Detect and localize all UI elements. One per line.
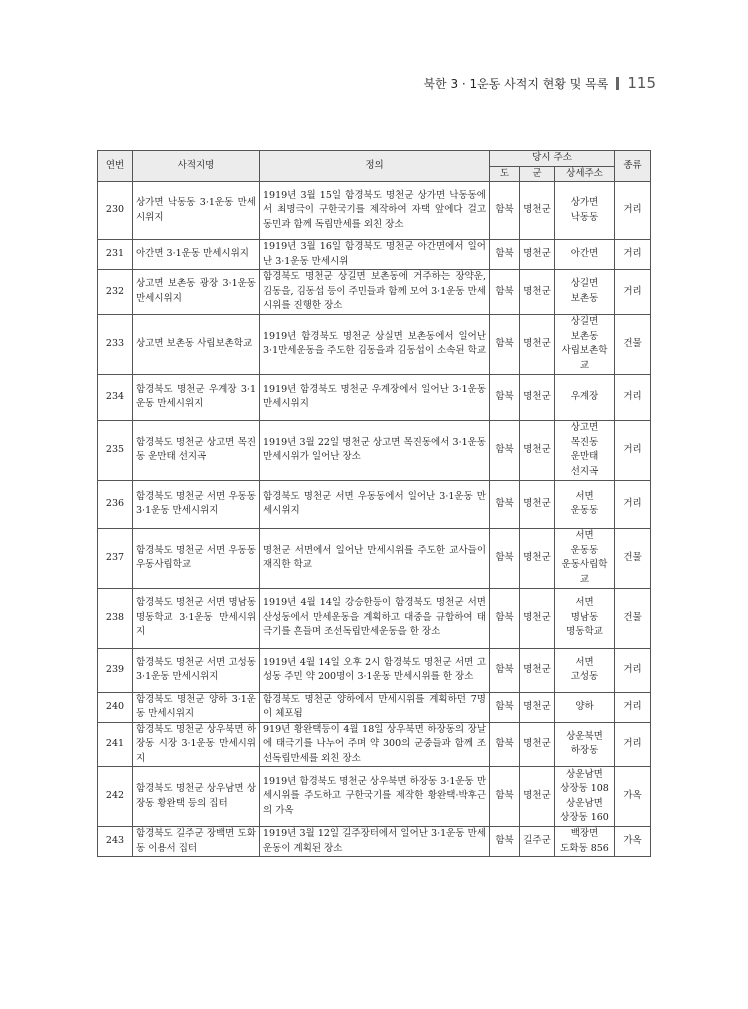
row-number: 233 (98, 314, 133, 374)
address-detail: 상가면 낙동동 (555, 182, 615, 240)
address-detail: 상고면 목진동 운만태 선지곡 (555, 420, 615, 480)
site-type: 거리 (615, 480, 651, 528)
site-definition: 1919년 3월 16일 함경북도 명천군 아간면에서 일어난 3·1운동 만세시위 (260, 240, 490, 270)
address-province: 함북 (490, 420, 520, 480)
address-county: 명천군 (520, 240, 555, 270)
site-name: 함경북도 명천군 서면 우동동 3·1운동 만세시위지 (133, 480, 260, 528)
address-detail: 상운북면 하장동 (555, 722, 615, 767)
site-type: 거리 (615, 182, 651, 240)
address-county: 명천군 (520, 648, 555, 692)
site-definition: 1919년 3월 12일 길주장터에서 일어난 3·1운동 만세운동이 계획된 장소 (260, 827, 490, 857)
row-number: 241 (98, 722, 133, 767)
address-county: 명천군 (520, 314, 555, 374)
header-definition: 정의 (260, 151, 490, 182)
table-row (98, 722, 651, 767)
site-definition: 함경북도 명천군 서면 우동동에서 일어난 3·1운동 만세시위지 (260, 480, 490, 528)
row-number: 230 (98, 182, 133, 240)
table-row (98, 648, 651, 692)
site-definition: 함경북도 명천군 양하에서 만세시위를 계획하던 7명이 체포됨 (260, 692, 490, 722)
address-county: 길주군 (520, 827, 555, 857)
header-divider (616, 77, 619, 90)
address-county: 명천군 (520, 692, 555, 722)
address-county: 명천군 (520, 588, 555, 648)
site-definition: 1919년 함경북도 명천군 우계장에서 일어난 3·1운동 만세시위지 (260, 374, 490, 420)
row-number: 242 (98, 767, 133, 827)
row-number: 239 (98, 648, 133, 692)
table-row (98, 588, 651, 648)
address-county: 명천군 (520, 374, 555, 420)
site-definition: 1919년 4월 14일 오후 2시 함경북도 명천군 서면 고성동 주민 약 200명이 3·1운동 만세시위를 한 장소 (260, 648, 490, 692)
row-number: 234 (98, 374, 133, 420)
site-name: 함경북도 명천군 상고면 목진동 운만태 선지곡 (133, 420, 260, 480)
address-province: 함북 (490, 480, 520, 528)
heritage-sites-table (97, 150, 651, 857)
header-detail: 상세주소 (555, 166, 615, 182)
site-name: 함경북도 명천군 서면 명남동 명동학교 3·1운동 만세시위지 (133, 588, 260, 648)
address-province: 함북 (490, 588, 520, 648)
site-type: 거리 (615, 270, 651, 315)
table-row (98, 827, 651, 857)
address-province: 함북 (490, 270, 520, 315)
address-province: 함북 (490, 648, 520, 692)
site-definition: 1919년 4월 14일 강승한등이 함경북도 명천군 서면 산성동에서 만세운동을 계획하고 대중을 규합하여 태극기를 흔들며 조선독립만세운동을 한 장소 (260, 588, 490, 648)
address-detail: 서면 고성동 (555, 648, 615, 692)
row-number: 240 (98, 692, 133, 722)
table-row (98, 767, 651, 827)
address-county: 명천군 (520, 420, 555, 480)
address-detail: 서면 명남동 명동학교 (555, 588, 615, 648)
site-definition: 1919년 3월 22일 명천군 상고면 목진동에서 3·1운동 만세시위가 일어난 장소 (260, 420, 490, 480)
site-type: 건물 (615, 314, 651, 374)
site-name: 함경북도 명천군 상우북면 하장동 시장 3·1운동 만세시위지 (133, 722, 260, 767)
site-type: 가옥 (615, 827, 651, 857)
site-name: 함경북도 명천군 서면 고성동 3·1운동 만세시위지 (133, 648, 260, 692)
site-name: 상가면 낙동동 3·1운동 만세시위지 (133, 182, 260, 240)
page-number: 115 (627, 74, 656, 92)
address-county: 명천군 (520, 480, 555, 528)
address-province: 함북 (490, 374, 520, 420)
row-number: 243 (98, 827, 133, 857)
site-name: 함경북도 명천군 서면 우동동 우동사립학교 (133, 528, 260, 588)
table-body (98, 182, 651, 857)
address-detail: 상길면 보촌동 사립보촌학 교 (555, 314, 615, 374)
address-county: 명천군 (520, 722, 555, 767)
row-number: 236 (98, 480, 133, 528)
table-row (98, 374, 651, 420)
site-name: 함경북도 길주군 장백면 도화동 이용서 집터 (133, 827, 260, 857)
site-name: 함경북도 명천군 상우남면 상장동 황완택 등의 집터 (133, 767, 260, 827)
site-type: 거리 (615, 240, 651, 270)
site-type: 거리 (615, 374, 651, 420)
site-name: 상고면 보촌동 광장 3·1운동 만세시위지 (133, 270, 260, 315)
header-do: 도 (490, 166, 520, 182)
site-type: 거리 (615, 692, 651, 722)
site-name: 함경북도 명천군 양하 3·1운동 만세시위지 (133, 692, 260, 722)
table-row (98, 528, 651, 588)
row-number: 232 (98, 270, 133, 315)
table-row (98, 270, 651, 315)
address-detail: 상운남면 상장동 108 상운남면 상장동 160 (555, 767, 615, 827)
table-row (98, 692, 651, 722)
address-county: 명천군 (520, 270, 555, 315)
site-type: 거리 (615, 648, 651, 692)
site-definition: 1919년 3월 15일 함경북도 명천군 상가면 낙동동에서 최명극이 구한국기를 제작하여 자택 앞에다 걸고 동민과 함께 독립만세를 외친 장소 (260, 182, 490, 240)
address-province: 함북 (490, 767, 520, 827)
row-number: 238 (98, 588, 133, 648)
address-county: 명천군 (520, 528, 555, 588)
address-detail: 서면 운동동 (555, 480, 615, 528)
address-detail: 서면 운동동 운동사립학 교 (555, 528, 615, 588)
row-number: 231 (98, 240, 133, 270)
row-number: 237 (98, 528, 133, 588)
site-name: 함경북도 명천군 우계장 3·1운동 만세시위지 (133, 374, 260, 420)
address-province: 함북 (490, 692, 520, 722)
site-definition: 함경북도 명천군 상길면 보촌동에 거주하는 장약운, 김동을, 김동섭 등이 주민들과 함께 모여 3·1운동 만세시위를 진행한 장소 (260, 270, 490, 315)
site-type: 건물 (615, 528, 651, 588)
header-no: 연번 (98, 151, 133, 182)
address-detail: 우계장 (555, 374, 615, 420)
running-header (423, 74, 656, 92)
table-row (98, 240, 651, 270)
site-type: 거리 (615, 420, 651, 480)
table-row (98, 480, 651, 528)
address-province: 함북 (490, 182, 520, 240)
header-name: 사적지명 (133, 151, 260, 182)
header-type: 종류 (615, 151, 651, 182)
header-address-group: 당시 주소 (490, 151, 615, 167)
address-province: 함북 (490, 722, 520, 767)
header-gun: 군 (520, 166, 555, 182)
site-definition: 919년 황완택등이 4월 18일 상우북면 하장동의 장날에 태극기를 나누어 주며 약 300의 군중들과 함께 조선독립만세를 외친 장소 (260, 722, 490, 767)
site-definition: 1919년 함경북도 명천군 상우북면 하장동 3·1운동 만세시위를 주도하고 구한국기를 제작한 황완택·박후근의 가옥 (260, 767, 490, 827)
site-definition: 명천군 서면에서 일어난 만세시위를 주도한 교사들이 재직한 학교 (260, 528, 490, 588)
table-row (98, 182, 651, 240)
address-province: 함북 (490, 528, 520, 588)
site-type: 가옥 (615, 767, 651, 827)
site-type: 건물 (615, 588, 651, 648)
site-name: 아간면 3·1운동 만세시위지 (133, 240, 260, 270)
site-definition: 1919년 함경북도 명천군 상실면 보촌동에서 일어난 3·1만세운동을 주도한 김동을과 김동섭이 소속된 학교 (260, 314, 490, 374)
address-detail: 상길면 보촌동 (555, 270, 615, 315)
address-county: 명천군 (520, 182, 555, 240)
address-detail: 양하 (555, 692, 615, 722)
address-province: 함북 (490, 827, 520, 857)
address-detail: 아간면 (555, 240, 615, 270)
row-number: 235 (98, 420, 133, 480)
address-county: 명천군 (520, 767, 555, 827)
table-row (98, 420, 651, 480)
address-province: 함북 (490, 314, 520, 374)
site-name: 상고면 보촌동 사립보촌학교 (133, 314, 260, 374)
address-province: 함북 (490, 240, 520, 270)
table-row (98, 314, 651, 374)
site-type: 거리 (615, 722, 651, 767)
header-title: 북한 3 · 1운동 사적지 현황 및 목록 (423, 76, 609, 91)
address-detail: 백장면 도화동 856 (555, 827, 615, 857)
